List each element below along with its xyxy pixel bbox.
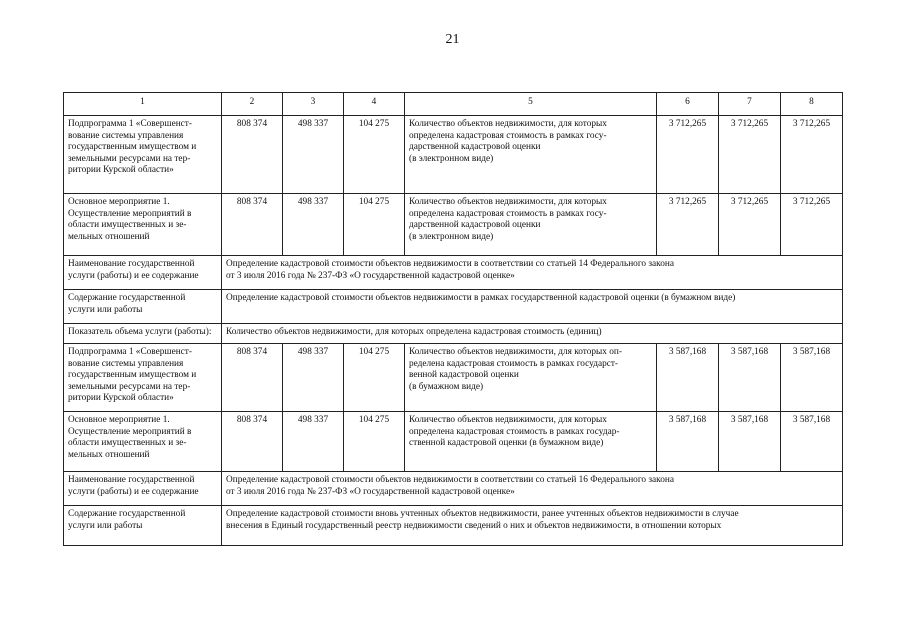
program-name-cell [64, 194, 222, 256]
text-line: ределена кадастровая стоимость в рамках государст- [409, 358, 619, 369]
column-header: 5 [405, 93, 657, 116]
text-line: вование системы управления [68, 130, 184, 141]
service-label-cell [64, 506, 222, 546]
indicator-cell [405, 412, 657, 472]
text-line: Основное мероприятие 1. [68, 197, 170, 207]
service-label-cell [64, 324, 222, 344]
text-line: мельных отношений [68, 231, 150, 242]
text-line: ственной кадастровой оценки (в бумажном виде) [409, 438, 604, 448]
header-row [64, 93, 843, 116]
page-number: 21 [445, 32, 460, 47]
program-row [64, 194, 843, 256]
text-line: (в бумажном виде) [409, 381, 484, 392]
program-name-cell [64, 116, 222, 194]
value-cell: 3 587,168 [719, 412, 781, 472]
column-header: 3 [283, 93, 344, 116]
column-header: 4 [344, 93, 405, 116]
text-line: Осуществление мероприятий в [68, 208, 192, 219]
column-header: 7 [719, 93, 781, 116]
value-cell: 3 587,168 [781, 344, 843, 412]
text-line: Количество объектов недвижимости, для которых [409, 119, 607, 129]
text-line: земельными ресурсами на тер- [68, 153, 191, 164]
column-header: 6 [657, 93, 719, 116]
service-text-cell [222, 324, 843, 344]
value-cell: 498 337 [283, 194, 344, 256]
text-line: (в электронном виде) [409, 153, 494, 164]
text-line: венной кадастровой оценки [409, 370, 519, 380]
column-header: 2 [222, 93, 283, 116]
value-cell: 3 587,168 [657, 412, 719, 472]
value-cell: 808 374 [222, 194, 283, 256]
text-line: Количество объектов недвижимости, для которых [409, 197, 607, 207]
program-name-cell [64, 412, 222, 472]
text-line: определена кадастровая стоимость в рамках государ- [409, 426, 620, 437]
text-line: Подпрограмма 1 «Совершенст- [68, 119, 192, 129]
text-line: Определение кадастровой стоимости вновь учтенных объектов недвижимости, ранее учтенных объектов недвижимости в случае [226, 509, 739, 519]
text-line: Содержание государственной [68, 293, 186, 303]
text-line: мельных отношений [68, 449, 150, 460]
value-cell: 104 275 [344, 194, 405, 256]
program-name-cell [64, 344, 222, 412]
text-line: Количество объектов недвижимости, для которых определена кадастровая стоимость (единиц) [226, 327, 602, 337]
text-line: от 3 июля 2016 года № 237-ФЗ «О государственной кадастровой оценке» [226, 270, 515, 281]
service-text-cell [222, 506, 843, 546]
text-line: Определение кадастровой стоимости объектов недвижимости в соответствии со статьей 16 Федерального закона [226, 475, 674, 485]
text-line: Определение кадастровой стоимости объектов недвижимости в соответствии со статьей 14 Федерального закона [226, 259, 674, 269]
value-cell: 3 587,168 [781, 412, 843, 472]
text-line: области имущественных и зе- [68, 438, 187, 448]
text-line: Наименование государственной [68, 475, 195, 485]
service-row [64, 256, 843, 290]
program-row [64, 116, 843, 194]
text-line: определена кадастровая стоимость в рамках госу- [409, 208, 607, 219]
value-cell: 104 275 [344, 344, 405, 412]
text-line: ритории Курской области» [68, 165, 174, 175]
text-line: земельными ресурсами на тер- [68, 381, 191, 392]
text-line: Подпрограмма 1 «Совершенст- [68, 347, 192, 357]
value-cell: 104 275 [344, 412, 405, 472]
value-cell: 104 275 [344, 116, 405, 194]
text-line: определена кадастровая стоимость в рамках госу- [409, 130, 607, 141]
indicator-cell [405, 116, 657, 194]
program-row [64, 412, 843, 472]
text-line: Наименование государственной [68, 259, 195, 269]
value-cell: 808 374 [222, 344, 283, 412]
text-line: вование системы управления [68, 358, 184, 369]
text-line: государственным имуществом и [68, 370, 197, 380]
text-line: услуги или работы [68, 304, 143, 315]
value-cell: 498 337 [283, 412, 344, 472]
service-row [64, 290, 843, 324]
service-row [64, 506, 843, 546]
text-line: дарственной кадастровой оценки [409, 220, 541, 230]
text-line: услуги (работы) и ее содержание [68, 270, 199, 281]
value-cell: 498 337 [283, 116, 344, 194]
text-line: от 3 июля 2016 года № 237-ФЗ «О государственной кадастровой оценке» [226, 486, 515, 497]
table-body [64, 93, 843, 546]
document-table [63, 92, 843, 546]
value-cell: 3 712,265 [781, 194, 843, 256]
text-line: Показатель объема услуги (работы): [68, 327, 212, 337]
text-line: внесения в Единый государственный реестр недвижимости сведений о них и объектов недвижимости, в отношении которых [226, 520, 722, 531]
value-cell: 3 712,265 [719, 116, 781, 194]
service-label-cell [64, 472, 222, 506]
text-line: Содержание государственной [68, 509, 186, 519]
indicator-cell [405, 194, 657, 256]
text-line: услуги (работы) и ее содержание [68, 486, 199, 497]
column-header: 8 [781, 93, 843, 116]
service-label-cell [64, 256, 222, 290]
text-line: Основное мероприятие 1. [68, 415, 170, 425]
text-line: области имущественных и зе- [68, 220, 187, 230]
value-cell: 3 712,265 [657, 194, 719, 256]
value-cell: 3 587,168 [719, 344, 781, 412]
text-line: Количество объектов недвижимости, для которых оп- [409, 347, 622, 357]
text-line: Осуществление мероприятий в [68, 426, 192, 437]
value-cell: 3 712,265 [719, 194, 781, 256]
text-line: государственным имуществом и [68, 142, 197, 152]
service-text-cell [222, 256, 843, 290]
service-text-cell [222, 472, 843, 506]
text-line: Количество объектов недвижимости, для которых [409, 415, 607, 425]
value-cell: 3 587,168 [657, 344, 719, 412]
service-row [64, 472, 843, 506]
program-row [64, 344, 843, 412]
service-row [64, 324, 843, 344]
value-cell: 3 712,265 [657, 116, 719, 194]
indicator-cell [405, 344, 657, 412]
service-text-cell [222, 290, 843, 324]
text-line: дарственной кадастровой оценки [409, 142, 541, 152]
text-line: ритории Курской области» [68, 393, 174, 403]
value-cell: 498 337 [283, 344, 344, 412]
text-line: услуги или работы [68, 520, 143, 531]
value-cell: 3 712,265 [781, 116, 843, 194]
value-cell: 808 374 [222, 116, 283, 194]
text-line: (в электронном виде) [409, 231, 494, 242]
column-header: 1 [64, 93, 222, 116]
service-label-cell [64, 290, 222, 324]
text-line: Определение кадастровой стоимости объектов недвижимости в рамках государственной кадастровой оценки (в бумажном виде) [226, 293, 736, 303]
value-cell: 808 374 [222, 412, 283, 472]
